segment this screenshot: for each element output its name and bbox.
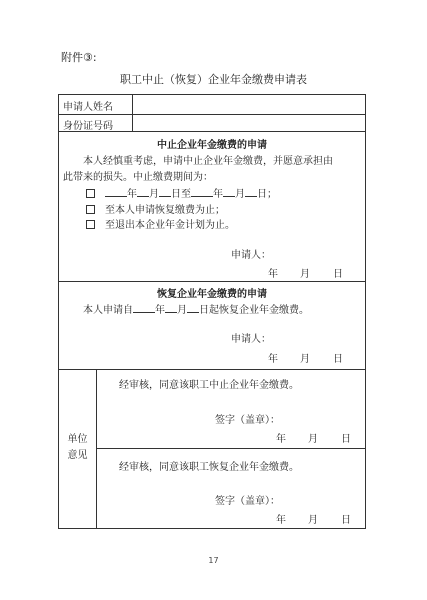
resume-applicant-label: 申请人：	[231, 334, 271, 345]
unit-suspend-sign-label: 签字（盖章）：	[215, 415, 280, 426]
suspend-paragraph-line1: 本人经慎重考虑，申请中止企业年金缴费，并愿意承担由	[83, 156, 333, 167]
resume-section-title: 恢复企业年金缴费的申请	[157, 289, 267, 300]
blank-resume-month[interactable]	[165, 303, 177, 313]
id-number-field[interactable]	[134, 115, 363, 130]
unit-suspend-date-month: 月	[308, 434, 318, 445]
suspend-applicant-signature[interactable]	[279, 244, 359, 258]
blank-resume-year[interactable]	[133, 303, 155, 313]
blank-start-month[interactable]	[137, 187, 149, 197]
id-number-label: 身份证号码	[63, 121, 113, 132]
blank-end-day[interactable]	[245, 187, 257, 197]
resume-date-month: 月	[300, 354, 310, 365]
checkbox-period[interactable]	[86, 189, 95, 198]
suspend-option-period: 年 月 日至 年 月 日；	[86, 185, 277, 200]
applicant-name-label: 申请人姓名	[63, 102, 113, 113]
blank-end-year[interactable]	[191, 187, 213, 197]
unit-suspend-signature[interactable]	[287, 409, 359, 423]
suspend-section-title: 中止企业年金缴费的申请	[157, 140, 267, 151]
suspend-option-until-resume: 至本人申请恢复缴费为止；	[86, 201, 225, 216]
resume-date-day: 日	[333, 354, 343, 365]
suspend-date-year: 年	[268, 269, 278, 280]
page-number: 17	[208, 556, 219, 565]
unit-approve-suspend-text: 经审核，同意该职工中止企业年金缴费。	[119, 380, 299, 391]
blank-start-year[interactable]	[105, 187, 127, 197]
unit-resume-signature[interactable]	[287, 490, 359, 504]
unit-approve-resume-text: 经审核，同意该职工恢复企业年金缴费。	[119, 462, 299, 473]
attachment-label: 附件③:	[61, 51, 97, 64]
suspend-paragraph-line2: 此带来的损失。中止缴费期间为：	[63, 172, 213, 183]
suspend-option-until-exit: 至退出本企业年金计划为止。	[86, 216, 235, 231]
resume-applicant-signature[interactable]	[279, 328, 359, 342]
suspend-applicant-label: 申请人：	[231, 250, 271, 261]
form-title: 职工中止（恢复）企业年金缴费申请表	[120, 73, 307, 86]
unit-opinion-label-line2: 意见	[67, 450, 88, 461]
unit-resume-date-month: 月	[308, 515, 318, 526]
unit-suspend-date-day: 日	[341, 434, 351, 445]
blank-resume-day[interactable]	[187, 303, 199, 313]
unit-opinion-label-line1: 单位	[67, 434, 88, 445]
blank-start-day[interactable]	[159, 187, 171, 197]
resume-paragraph: 本人申请自 年 月 日起恢复企业年金缴费。	[83, 305, 309, 316]
suspend-date-day: 日	[333, 269, 343, 280]
unit-resume-sign-label: 签字（盖章）：	[215, 496, 280, 507]
resume-date-year: 年	[268, 354, 278, 365]
blank-end-month[interactable]	[223, 187, 235, 197]
unit-suspend-date-year: 年	[276, 434, 286, 445]
suspend-date-month: 月	[300, 269, 310, 280]
unit-resume-date-year: 年	[276, 515, 286, 526]
unit-resume-date-day: 日	[341, 515, 351, 526]
checkbox-until-exit[interactable]	[86, 220, 95, 229]
applicant-name-field[interactable]	[134, 96, 363, 113]
checkbox-until-resume[interactable]	[86, 205, 95, 214]
